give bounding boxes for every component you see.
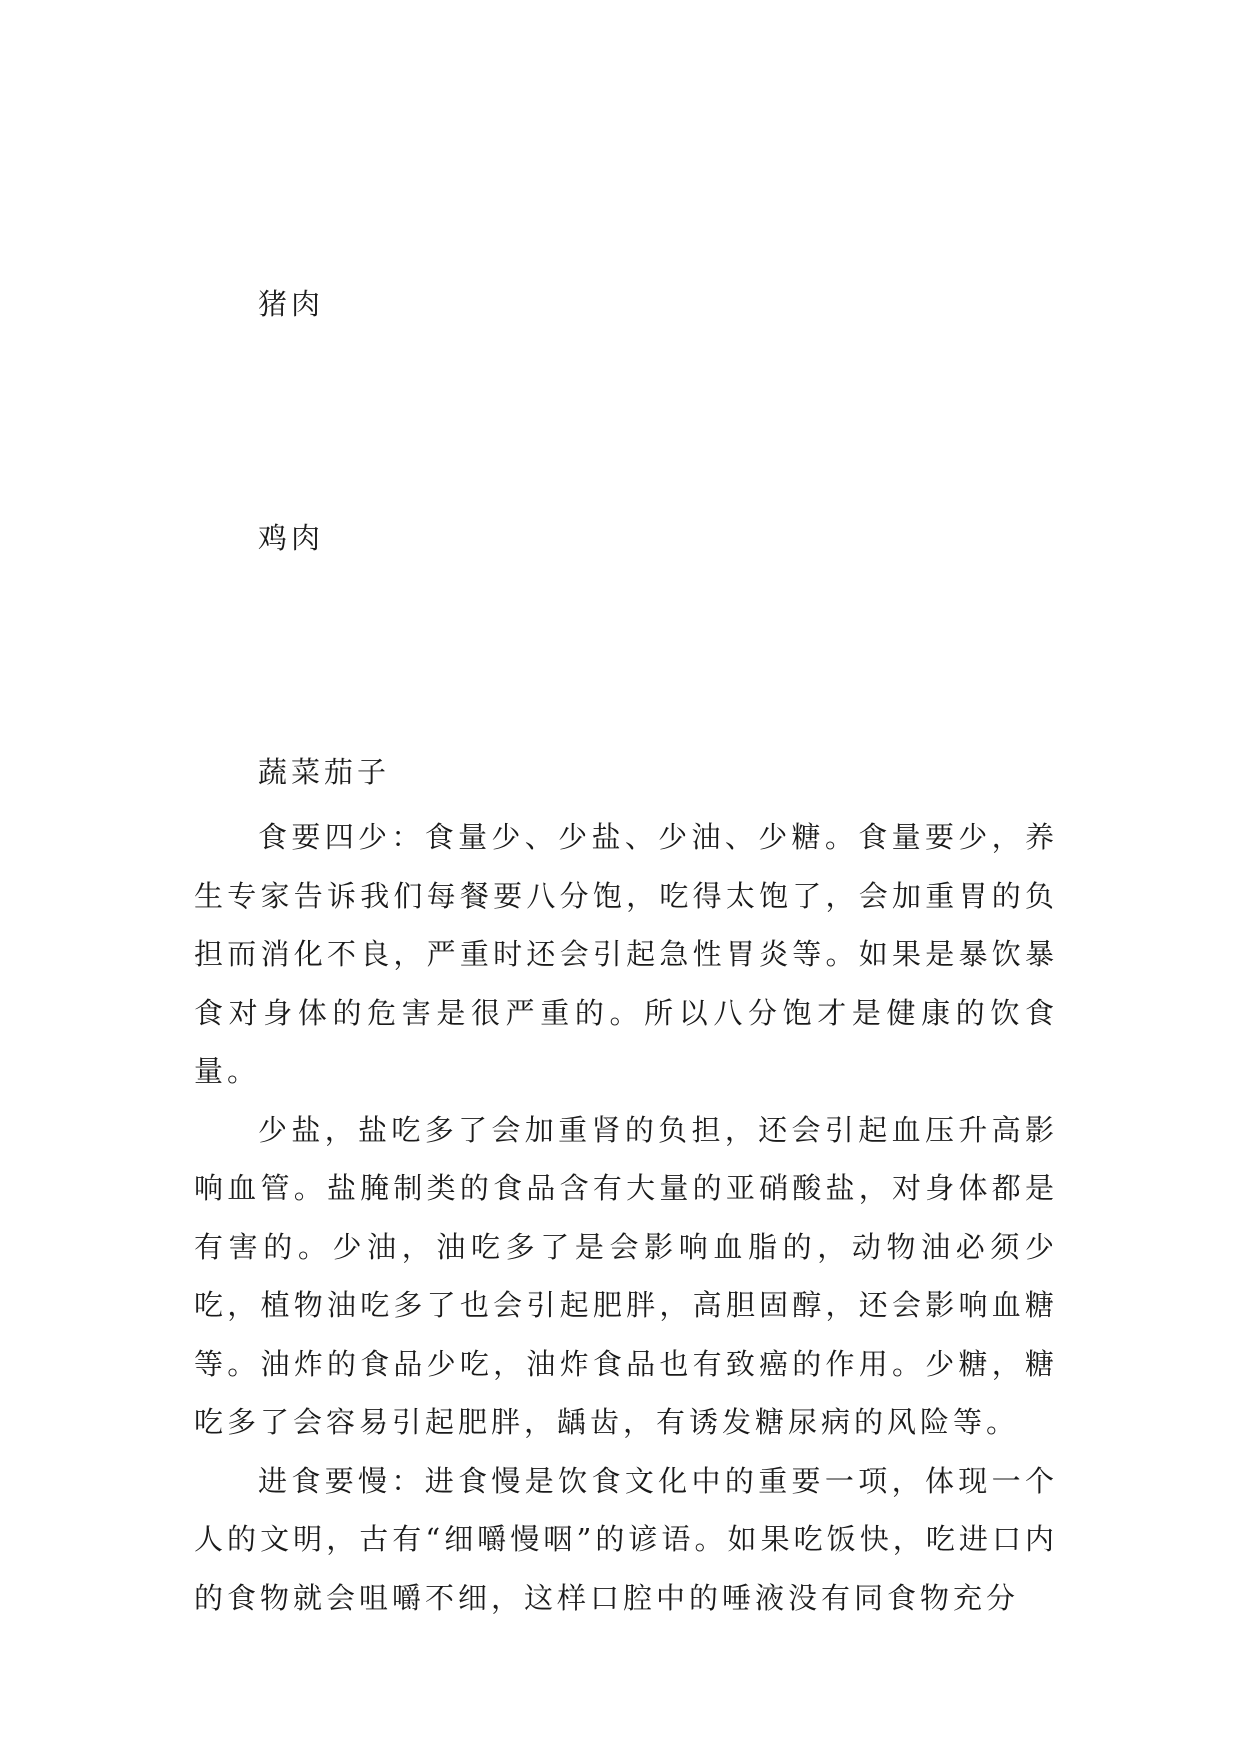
body-text (194, 808, 1058, 1627)
paragraph-four-less: 食要四少：食量少、少盐、少油、少糖。食量要少，养生专家告诉我们每餐要八分饱，吃得太饱了，会加重胃的负担而消化不良，严重时还会引起急性胃炎等。如果是暴饮暴食对身体的危害是很严重的。所以八分饱才是健康的饮食量。 (194, 820, 1058, 1088)
heading-pork: 猪肉 (258, 287, 325, 321)
heading-vegetable-eggplant: 蔬菜茄子 (258, 755, 391, 789)
paragraph-less-salt-oil-sugar: 少盐，盐吃多了会加重肾的负担，还会引起血压升高影响血管。盐腌制类的食品含有大量的亚硝酸盐，对身体都是有害的。少油，油吃多了是会影响血脂的，动物油必须少吃，植物油吃多了也会引起肥胖，高胆固醇，还会影响血糖等。油炸的食品少吃，油炸食品也有致癌的作用。少糖，糖吃多了会容易引起肥胖，龋齿，有诱发糖尿病的风险等。 (194, 1112, 1058, 1439)
paragraph-eat-slowly: 进食要慢：进食慢是饮食文化中的重要一项，体现一个人的文明，古有“细嚼慢咽”的谚语。如果吃饭快，吃进口内的食物就会咀嚼不细，这样口腔中的唾液没有同食物充分 (194, 1463, 1058, 1615)
heading-chicken: 鸡肉 (258, 521, 325, 555)
